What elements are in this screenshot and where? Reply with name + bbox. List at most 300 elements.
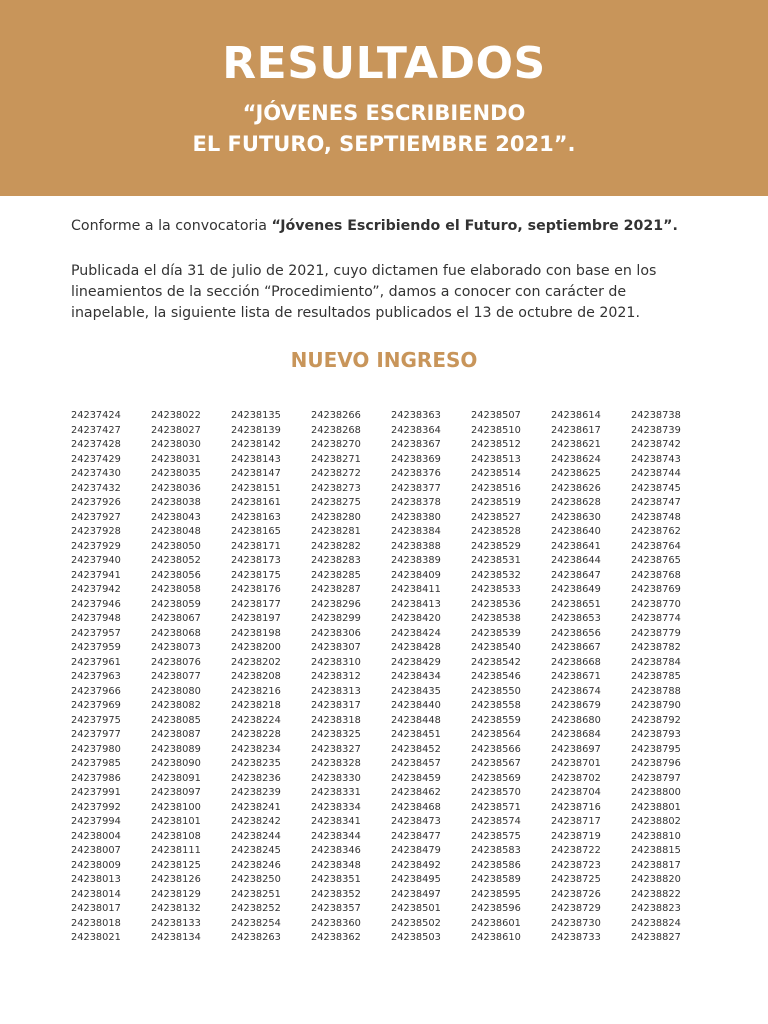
folio-number: 24237940 — [71, 555, 121, 566]
folio-number: 24238667 — [551, 642, 601, 653]
folio-number: 24238424 — [391, 627, 441, 639]
folio-number: 24238362 — [311, 932, 361, 943]
folio-number: 24238510 — [471, 424, 521, 436]
folio-number: 24238529 — [471, 540, 521, 552]
folio-number: 24238048 — [151, 526, 201, 537]
folio-number: 24238647 — [551, 569, 601, 581]
results-column — [391, 409, 471, 946]
folio-number: 24238091 — [151, 772, 201, 784]
folio-number: 24238275 — [311, 497, 361, 508]
folio-number: 24238357 — [311, 903, 361, 914]
folio-number: 24238021 — [71, 932, 121, 943]
section-title: NUEVO INGRESO — [290, 348, 478, 372]
intro-paragraph-1 — [71, 216, 701, 237]
folio-number: 24238068 — [151, 627, 201, 639]
folio-number: 24238802 — [631, 816, 681, 827]
folio-number: 24238788 — [631, 685, 681, 697]
folio-number: 24238007 — [71, 845, 121, 856]
folio-number: 24238270 — [311, 439, 361, 450]
folio-number: 24238163 — [231, 511, 281, 523]
folio-number: 24238310 — [311, 656, 361, 668]
folio-number: 24238674 — [551, 685, 601, 697]
folio-number: 24238617 — [551, 424, 601, 436]
folio-number: 24238435 — [391, 685, 441, 697]
folio-number: 24238139 — [231, 424, 281, 436]
folio-number: 24238457 — [391, 758, 441, 769]
folio-number: 24238283 — [311, 555, 361, 566]
folio-number: 24238380 — [391, 511, 441, 523]
folio-number: 24238704 — [551, 787, 601, 798]
folio-number: 24238448 — [391, 714, 441, 726]
folio-number: 24238352 — [311, 888, 361, 900]
folio-number: 24238101 — [151, 816, 201, 827]
folio-number: 24238296 — [311, 598, 361, 610]
folio-number: 24238411 — [391, 584, 441, 595]
folio-number: 24237946 — [71, 598, 121, 610]
folio-number: 24238532 — [471, 569, 521, 581]
folio-number: 24238285 — [311, 569, 361, 581]
folio-number: 24238738 — [631, 410, 681, 421]
folio-number: 24238085 — [151, 714, 201, 726]
folio-number: 24238018 — [71, 917, 121, 929]
folio-number: 24238133 — [151, 917, 201, 929]
folio-number: 24238077 — [151, 671, 201, 682]
folio-number: 24238628 — [551, 497, 601, 508]
folio-number: 24238702 — [551, 772, 601, 784]
folio-number: 24238514 — [471, 468, 521, 479]
folio-number: 24238132 — [151, 903, 201, 914]
folio-number: 24238176 — [231, 584, 281, 595]
folio-number: 24237959 — [71, 642, 121, 653]
folio-number: 24238571 — [471, 801, 521, 813]
folio-number: 24238151 — [231, 482, 281, 494]
folio-number: 24237966 — [71, 685, 121, 697]
folio-number: 24238827 — [631, 932, 681, 943]
folio-number: 24238790 — [631, 700, 681, 711]
folio-number: 24238017 — [71, 903, 121, 914]
folio-number: 24238716 — [551, 801, 601, 813]
folio-number: 24238058 — [151, 584, 201, 595]
folio-number: 24237430 — [71, 468, 121, 479]
folio-number: 24238679 — [551, 700, 601, 711]
folio-number: 24238420 — [391, 613, 441, 624]
folio-number: 24238317 — [311, 700, 361, 711]
folio-number: 24238440 — [391, 700, 441, 711]
page-title: RESULTADOS — [222, 38, 546, 89]
folio-number: 24238004 — [71, 830, 121, 842]
folio-number: 24238528 — [471, 526, 521, 537]
folio-number: 24238473 — [391, 816, 441, 827]
folio-number: 24238313 — [311, 685, 361, 697]
folio-number: 24237969 — [71, 700, 121, 711]
folio-number: 24238147 — [231, 468, 281, 479]
folio-number: 24238519 — [471, 497, 521, 508]
folio-number: 24238377 — [391, 482, 441, 494]
folio-number: 24238747 — [631, 497, 681, 508]
folio-number: 24238477 — [391, 830, 441, 842]
folio-number: 24238539 — [471, 627, 521, 639]
folio-number: 24238492 — [391, 859, 441, 871]
folio-number: 24238640 — [551, 526, 601, 537]
folio-number: 24238546 — [471, 671, 521, 682]
folio-number: 24238531 — [471, 555, 521, 566]
folio-number: 24238059 — [151, 598, 201, 610]
folio-number: 24238800 — [631, 787, 681, 798]
folio-number: 24238376 — [391, 468, 441, 479]
folio-number: 24238239 — [231, 787, 281, 798]
folio-number: 24238224 — [231, 714, 281, 726]
folio-number: 24238533 — [471, 584, 521, 595]
folio-number: 24238697 — [551, 743, 601, 755]
folio-number: 24238246 — [231, 859, 281, 871]
folio-number: 24238384 — [391, 526, 441, 537]
folio-number: 24238330 — [311, 772, 361, 784]
folio-number: 24238824 — [631, 917, 681, 929]
folio-number: 24238743 — [631, 453, 681, 465]
folio-number: 24238745 — [631, 482, 681, 494]
folio-number: 24238171 — [231, 540, 281, 552]
folio-number: 24238468 — [391, 801, 441, 813]
folio-number: 24238536 — [471, 598, 521, 610]
folio-number: 24238566 — [471, 743, 521, 755]
folio-number: 24238459 — [391, 772, 441, 784]
header-banner — [0, 0, 768, 196]
folio-number: 24238723 — [551, 859, 601, 871]
folio-number: 24238067 — [151, 613, 201, 624]
folio-number: 24237961 — [71, 656, 121, 668]
folio-number: 24238451 — [391, 729, 441, 740]
folio-number: 24238601 — [471, 917, 521, 929]
folio-number: 24238770 — [631, 598, 681, 610]
folio-number: 24237977 — [71, 729, 121, 740]
folio-number: 24238287 — [311, 584, 361, 595]
folio-number: 24237424 — [71, 410, 121, 421]
folio-number: 24238250 — [231, 874, 281, 885]
folio-number: 24238748 — [631, 511, 681, 523]
folio-number: 24238671 — [551, 671, 601, 682]
folio-number: 24238538 — [471, 613, 521, 624]
folio-number: 24238462 — [391, 787, 441, 798]
folio-number: 24238244 — [231, 830, 281, 842]
folio-number: 24238177 — [231, 598, 281, 610]
folio-number: 24238263 — [231, 932, 281, 943]
folio-number: 24238268 — [311, 424, 361, 436]
folio-number: 24238280 — [311, 511, 361, 523]
results-grid — [71, 409, 711, 946]
folio-number: 24238409 — [391, 569, 441, 581]
folio-number: 24238327 — [311, 743, 361, 755]
folio-number: 24238742 — [631, 439, 681, 450]
folio-number: 24238273 — [311, 482, 361, 494]
folio-number: 24238216 — [231, 685, 281, 697]
folio-number: 24237929 — [71, 540, 121, 552]
folio-number: 24238125 — [151, 859, 201, 871]
folio-number: 24238785 — [631, 671, 681, 682]
folio-number: 24238589 — [471, 874, 521, 885]
folio-number: 24238173 — [231, 555, 281, 566]
results-column — [631, 409, 711, 946]
folio-number: 24238346 — [311, 845, 361, 856]
folio-number: 24238610 — [471, 932, 521, 943]
folio-number: 24238684 — [551, 729, 601, 740]
folio-number: 24238175 — [231, 569, 281, 581]
folio-number: 24238306 — [311, 627, 361, 639]
folio-number: 24238318 — [311, 714, 361, 726]
folio-number: 24238100 — [151, 801, 201, 813]
folio-number: 24238817 — [631, 859, 681, 871]
folio-number: 24238516 — [471, 482, 521, 494]
folio-number: 24238644 — [551, 555, 601, 566]
folio-number: 24238245 — [231, 845, 281, 856]
folio-number: 24238725 — [551, 874, 601, 885]
folio-number: 24238502 — [391, 917, 441, 929]
folio-number: 24238542 — [471, 656, 521, 668]
folio-number: 24238161 — [231, 497, 281, 508]
folio-number: 24238197 — [231, 613, 281, 624]
folio-number: 24238022 — [151, 410, 201, 421]
folio-number: 24238038 — [151, 497, 201, 508]
folio-number: 24237991 — [71, 787, 121, 798]
folio-number: 24237957 — [71, 627, 121, 639]
folio-number: 24238793 — [631, 729, 681, 740]
folio-number: 24238052 — [151, 555, 201, 566]
folio-number: 24238307 — [311, 642, 361, 653]
folio-number: 24238764 — [631, 540, 681, 552]
folio-number: 24238801 — [631, 801, 681, 813]
folio-number: 24238009 — [71, 859, 121, 871]
folio-number: 24238564 — [471, 729, 521, 740]
folio-number: 24238668 — [551, 656, 601, 668]
folio-number: 24238235 — [231, 758, 281, 769]
folio-number: 24238050 — [151, 540, 201, 552]
folio-number: 24238082 — [151, 700, 201, 711]
folio-number: 24238111 — [151, 845, 201, 856]
folio-number: 24238242 — [231, 816, 281, 827]
folio-number: 24238495 — [391, 874, 441, 885]
folio-number: 24237992 — [71, 801, 121, 813]
folio-number: 24238621 — [551, 439, 601, 450]
folio-number: 24237429 — [71, 453, 121, 465]
folio-number: 24238378 — [391, 497, 441, 508]
folio-number: 24237427 — [71, 424, 121, 436]
folio-number: 24238369 — [391, 453, 441, 465]
folio-number: 24238056 — [151, 569, 201, 581]
results-column — [231, 409, 311, 946]
folio-number: 24238739 — [631, 424, 681, 436]
folio-number: 24238076 — [151, 656, 201, 668]
folio-number: 24238583 — [471, 845, 521, 856]
folio-number: 24238090 — [151, 758, 201, 769]
folio-number: 24238744 — [631, 468, 681, 479]
folio-number: 24238413 — [391, 598, 441, 610]
folio-number: 24238574 — [471, 816, 521, 827]
folio-number: 24238251 — [231, 888, 281, 900]
folio-number: 24238559 — [471, 714, 521, 726]
folio-number: 24238774 — [631, 613, 681, 624]
folio-number: 24238341 — [311, 816, 361, 827]
folio-number: 24238769 — [631, 584, 681, 595]
folio-number: 24238087 — [151, 729, 201, 740]
folio-number: 24238360 — [311, 917, 361, 929]
folio-number: 24238013 — [71, 874, 121, 885]
results-column — [551, 409, 631, 946]
folio-number: 24238266 — [311, 410, 361, 421]
results-column — [311, 409, 391, 946]
folio-number: 24238719 — [551, 830, 601, 842]
folio-number: 24238202 — [231, 656, 281, 668]
folio-number: 24238281 — [311, 526, 361, 537]
results-column — [471, 409, 551, 946]
folio-number: 24238208 — [231, 671, 281, 682]
folio-number: 24238795 — [631, 743, 681, 755]
folio-number: 24238784 — [631, 656, 681, 668]
folio-number: 24238252 — [231, 903, 281, 914]
folio-number: 24238649 — [551, 584, 601, 595]
folio-number: 24238031 — [151, 453, 201, 465]
page-subtitle — [0, 98, 768, 160]
folio-number: 24238810 — [631, 830, 681, 842]
folio-number: 24238792 — [631, 714, 681, 726]
folio-number: 24238165 — [231, 526, 281, 537]
folio-number: 24237941 — [71, 569, 121, 581]
folio-number: 24238680 — [551, 714, 601, 726]
folio-number: 24238014 — [71, 888, 121, 900]
subtitle-line-2: EL FUTURO, SEPTIEMBRE 2021”. — [192, 132, 576, 156]
folio-number: 24237928 — [71, 526, 121, 537]
folio-number: 24238097 — [151, 787, 201, 798]
folio-number: 24238299 — [311, 613, 361, 624]
folio-number: 24238625 — [551, 468, 601, 479]
folio-number: 24238567 — [471, 758, 521, 769]
folio-number: 24238651 — [551, 598, 601, 610]
folio-number: 24238254 — [231, 917, 281, 929]
folio-number: 24238073 — [151, 642, 201, 653]
folio-number: 24238388 — [391, 540, 441, 552]
folio-number: 24238501 — [391, 903, 441, 914]
folio-number: 24238348 — [311, 859, 361, 871]
folio-number: 24238512 — [471, 439, 521, 450]
folio-number: 24238733 — [551, 932, 601, 943]
results-column — [71, 409, 151, 946]
folio-number: 24238367 — [391, 439, 441, 450]
folio-number: 24238043 — [151, 511, 201, 523]
folio-number: 24238558 — [471, 700, 521, 711]
folio-number: 24238570 — [471, 787, 521, 798]
folio-number: 24238729 — [551, 903, 601, 914]
folio-number: 24238527 — [471, 511, 521, 523]
folio-number: 24238782 — [631, 642, 681, 653]
folio-number: 24237994 — [71, 816, 121, 827]
folio-number: 24237985 — [71, 758, 121, 769]
folio-number: 24238325 — [311, 729, 361, 740]
folio-number: 24238135 — [231, 410, 281, 421]
folio-number: 24238198 — [231, 627, 281, 639]
folio-number: 24237942 — [71, 584, 121, 595]
folio-number: 24238586 — [471, 859, 521, 871]
folio-number: 24238234 — [231, 743, 281, 755]
intro-text — [71, 216, 701, 324]
folio-number: 24238796 — [631, 758, 681, 769]
folio-number: 24238344 — [311, 830, 361, 842]
folio-number: 24237948 — [71, 613, 121, 624]
folio-number: 24238328 — [311, 758, 361, 769]
folio-number: 24238575 — [471, 830, 521, 842]
folio-number: 24238126 — [151, 874, 201, 885]
folio-number: 24238722 — [551, 845, 601, 856]
folio-number: 24238820 — [631, 874, 681, 885]
folio-number: 24238351 — [311, 874, 361, 885]
folio-number: 24238540 — [471, 642, 521, 653]
folio-number: 24238503 — [391, 932, 441, 943]
folio-number: 24238656 — [551, 627, 601, 639]
folio-number: 24238507 — [471, 410, 521, 421]
folio-number: 24238726 — [551, 888, 601, 900]
folio-number: 24238218 — [231, 700, 281, 711]
folio-number: 24238228 — [231, 729, 281, 740]
folio-number: 24238452 — [391, 743, 441, 755]
folio-number: 24238779 — [631, 627, 681, 639]
folio-number: 24238036 — [151, 482, 201, 494]
folio-number: 24238030 — [151, 439, 201, 450]
folio-number: 24238653 — [551, 613, 601, 624]
folio-number: 24238334 — [311, 801, 361, 813]
folio-number: 24237432 — [71, 482, 121, 494]
folio-number: 24238717 — [551, 816, 601, 827]
folio-number: 24238630 — [551, 511, 601, 523]
folio-number: 24238626 — [551, 482, 601, 494]
folio-number: 24238108 — [151, 830, 201, 842]
folio-number: 24238822 — [631, 888, 681, 900]
folio-number: 24238768 — [631, 569, 681, 581]
folio-number: 24238272 — [311, 468, 361, 479]
folio-number: 24238701 — [551, 758, 601, 769]
folio-number: 24237975 — [71, 714, 121, 726]
folio-number: 24237926 — [71, 497, 121, 508]
folio-number: 24238797 — [631, 772, 681, 784]
folio-number: 24238428 — [391, 642, 441, 653]
folio-number: 24238429 — [391, 656, 441, 668]
folio-number: 24237927 — [71, 511, 121, 523]
folio-number: 24238129 — [151, 888, 201, 900]
folio-number: 24238241 — [231, 801, 281, 813]
subtitle-line-1: “JÓVENES ESCRIBIENDO — [242, 101, 526, 125]
folio-number: 24238596 — [471, 903, 521, 914]
folio-number: 24238497 — [391, 888, 441, 900]
intro-paragraph-2: Publicada el día 31 de julio de 2021, cuyo dictamen fue elaborado con base en los lineamientos de la sección “Procedimiento”, damos a conocer con carácter de inapelable, la siguiente lista de resultados publicados el 13 de octubre de 2021. — [71, 263, 657, 321]
folio-number: 24238595 — [471, 888, 521, 900]
folio-number: 24238035 — [151, 468, 201, 479]
folio-number: 24238730 — [551, 917, 601, 929]
folio-number: 24238641 — [551, 540, 601, 552]
folio-number: 24238762 — [631, 526, 681, 537]
folio-number: 24238434 — [391, 671, 441, 682]
folio-number: 24238027 — [151, 424, 201, 436]
folio-number: 24238080 — [151, 685, 201, 697]
folio-number: 24238624 — [551, 453, 601, 465]
folio-number: 24238142 — [231, 439, 281, 450]
folio-number: 24238479 — [391, 845, 441, 856]
folio-number: 24238200 — [231, 642, 281, 653]
folio-number: 24238550 — [471, 685, 521, 697]
convocatoria-name: “Jóvenes Escribiendo el Futuro, septiembre 2021”. — [271, 218, 678, 234]
folio-number: 24237980 — [71, 743, 121, 755]
folio-number: 24237428 — [71, 439, 121, 450]
folio-number: 24238364 — [391, 424, 441, 436]
folio-number: 24238143 — [231, 453, 281, 465]
folio-number: 24238513 — [471, 453, 521, 465]
folio-number: 24238282 — [311, 540, 361, 552]
folio-number: 24238614 — [551, 410, 601, 421]
